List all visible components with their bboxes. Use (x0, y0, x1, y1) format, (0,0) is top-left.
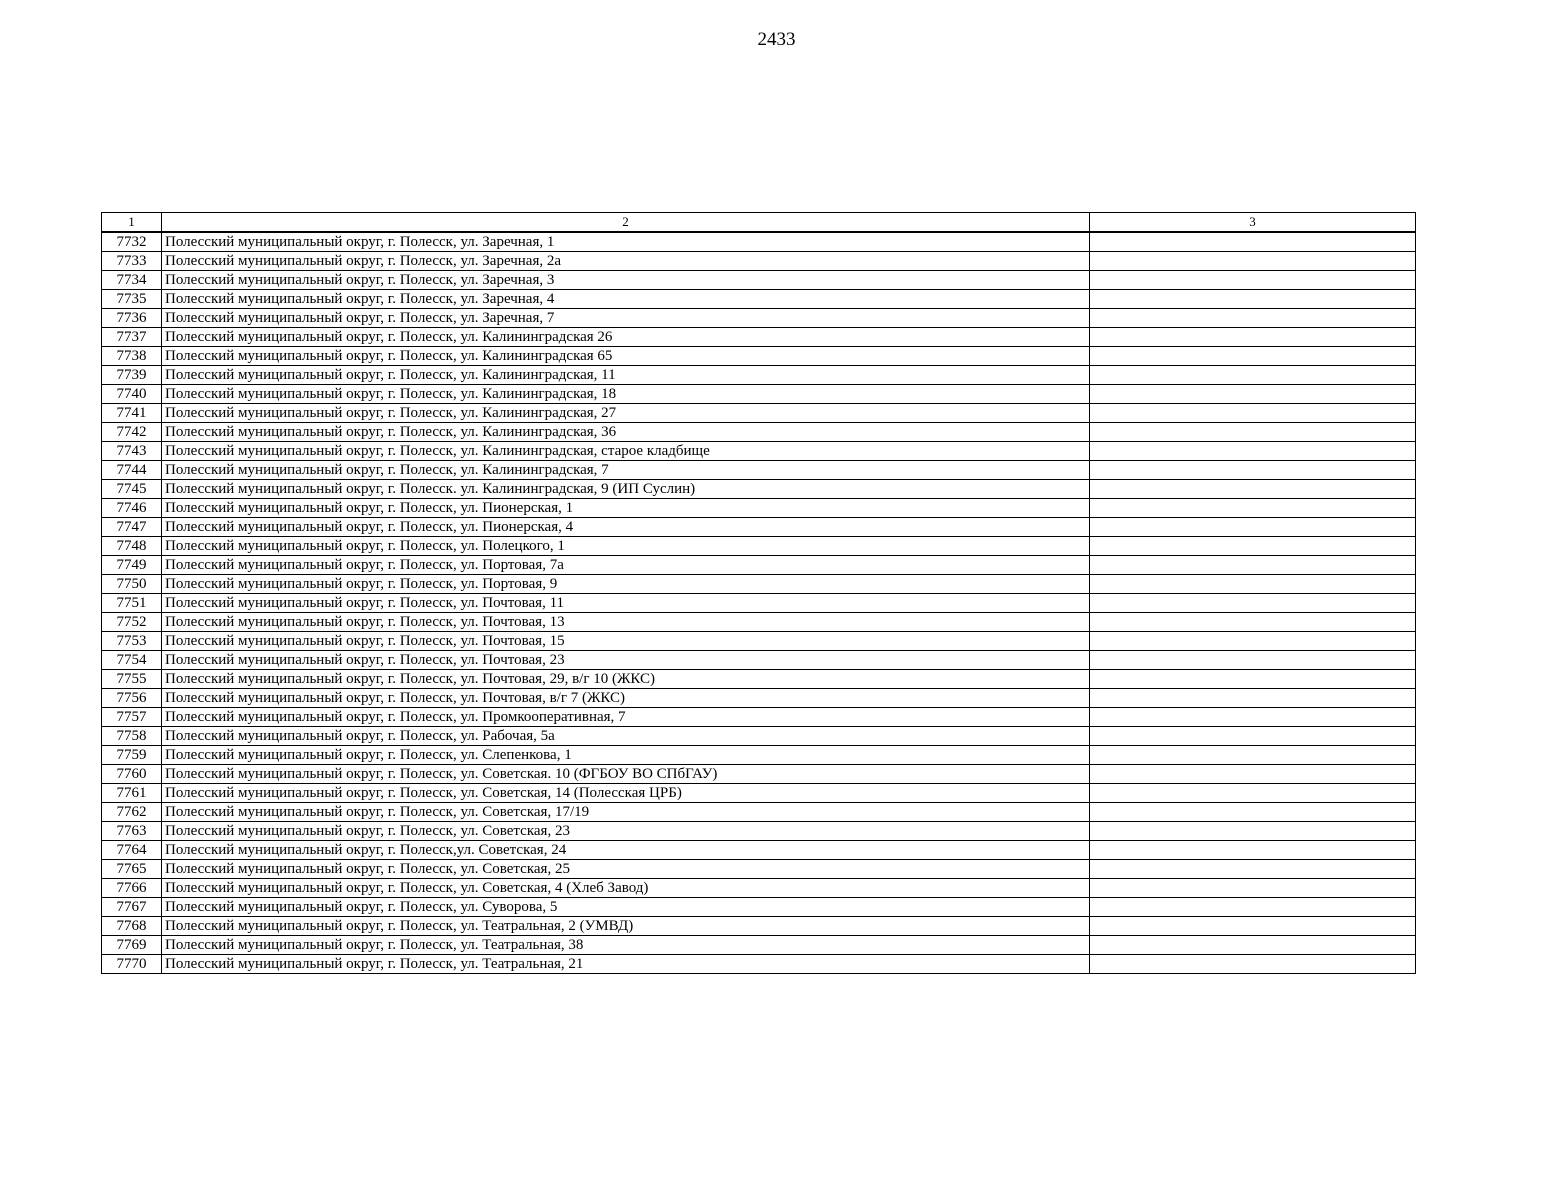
column-3-cell (1090, 537, 1416, 556)
address-cell: Полесский муниципальный округ, г. Полесск, ул. Советская, 23 (162, 822, 1090, 841)
row-number-cell: 7762 (102, 803, 162, 822)
table-row (102, 727, 1416, 746)
column-3-cell (1090, 366, 1416, 385)
address-cell: Полесский муниципальный округ, г. Полесск,ул. Советская, 24 (162, 841, 1090, 860)
address-cell: Полесский муниципальный округ, г. Полесск, ул. Советская, 4 (Хлеб Завод) (162, 879, 1090, 898)
table-row (102, 385, 1416, 404)
row-number-cell: 7755 (102, 670, 162, 689)
row-number-cell: 7753 (102, 632, 162, 651)
column-header-2: 2 (162, 213, 1090, 233)
table-row (102, 822, 1416, 841)
address-cell: Полесский муниципальный округ, г. Полесск, ул. Почтовая, 15 (162, 632, 1090, 651)
address-cell: Полесский муниципальный округ, г. Полесск, ул. Театральная, 38 (162, 936, 1090, 955)
address-cell: Полесский муниципальный округ, г. Полесск. ул. Калининградская, 9 (ИП Суслин) (162, 480, 1090, 499)
row-number-cell: 7759 (102, 746, 162, 765)
table-row (102, 632, 1416, 651)
column-3-cell (1090, 860, 1416, 879)
column-3-cell (1090, 746, 1416, 765)
table-row (102, 366, 1416, 385)
column-header-1: 1 (102, 213, 162, 233)
column-3-cell (1090, 594, 1416, 613)
address-cell: Полесский муниципальный округ, г. Полесск, ул. Почтовая, в/г 7 (ЖКС) (162, 689, 1090, 708)
row-number-cell: 7765 (102, 860, 162, 879)
table-row (102, 252, 1416, 271)
row-number-cell: 7742 (102, 423, 162, 442)
table-row (102, 499, 1416, 518)
column-3-cell (1090, 936, 1416, 955)
column-3-cell (1090, 727, 1416, 746)
row-number-cell: 7751 (102, 594, 162, 613)
address-cell: Полесский муниципальный округ, г. Полесск, ул. Советская. 10 (ФГБОУ ВО СПбГАУ) (162, 765, 1090, 784)
column-3-cell (1090, 347, 1416, 366)
column-3-cell (1090, 613, 1416, 632)
address-cell: Полесский муниципальный округ, г. Полесск, ул. Промкооперативная, 7 (162, 708, 1090, 727)
address-cell: Полесский муниципальный округ, г. Полесск, ул. Советская, 17/19 (162, 803, 1090, 822)
address-cell: Полесский муниципальный округ, г. Полесск, ул. Калининградская, 11 (162, 366, 1090, 385)
address-cell: Полесский муниципальный округ, г. Полесск, ул. Заречная, 1 (162, 232, 1090, 252)
table-row (102, 784, 1416, 803)
column-3-cell (1090, 423, 1416, 442)
table-row (102, 423, 1416, 442)
row-number-cell: 7739 (102, 366, 162, 385)
address-cell: Полесский муниципальный округ, г. Полесск, ул. Театральная, 2 (УМВД) (162, 917, 1090, 936)
column-3-cell (1090, 841, 1416, 860)
column-3-cell (1090, 556, 1416, 575)
row-number-cell: 7748 (102, 537, 162, 556)
table-row (102, 328, 1416, 347)
address-table (101, 212, 1416, 974)
column-3-cell (1090, 499, 1416, 518)
table-row (102, 651, 1416, 670)
row-number-cell: 7744 (102, 461, 162, 480)
row-number-cell: 7752 (102, 613, 162, 632)
address-cell: Полесский муниципальный округ, г. Полесск, ул. Почтовая, 23 (162, 651, 1090, 670)
column-3-cell (1090, 917, 1416, 936)
table-row (102, 347, 1416, 366)
address-cell: Полесский муниципальный округ, г. Полесск, ул. Заречная, 7 (162, 309, 1090, 328)
table-row (102, 271, 1416, 290)
row-number-cell: 7764 (102, 841, 162, 860)
table-row (102, 917, 1416, 936)
address-cell: Полесский муниципальный округ, г. Полесск, ул. Портовая, 9 (162, 575, 1090, 594)
address-cell: Полесский муниципальный округ, г. Полесск, ул. Слепенкова, 1 (162, 746, 1090, 765)
table-row (102, 803, 1416, 822)
column-3-cell (1090, 955, 1416, 974)
row-number-cell: 7738 (102, 347, 162, 366)
table-row (102, 670, 1416, 689)
row-number-cell: 7754 (102, 651, 162, 670)
column-3-cell (1090, 309, 1416, 328)
address-cell: Полесский муниципальный округ, г. Полесск, ул. Заречная, 3 (162, 271, 1090, 290)
table-row (102, 746, 1416, 765)
row-number-cell: 7743 (102, 442, 162, 461)
column-3-cell (1090, 480, 1416, 499)
column-3-cell (1090, 632, 1416, 651)
row-number-cell: 7769 (102, 936, 162, 955)
column-3-cell (1090, 461, 1416, 480)
row-number-cell: 7741 (102, 404, 162, 423)
column-3-cell (1090, 290, 1416, 309)
address-cell: Полесский муниципальный округ, г. Полесск, ул. Калининградская, 18 (162, 385, 1090, 404)
row-number-cell: 7735 (102, 290, 162, 309)
row-number-cell: 7747 (102, 518, 162, 537)
table-row (102, 518, 1416, 537)
address-cell: Полесский муниципальный округ, г. Полесск, ул. Портовая, 7а (162, 556, 1090, 575)
column-3-cell (1090, 385, 1416, 404)
table-row (102, 404, 1416, 423)
address-cell: Полесский муниципальный округ, г. Полесск, ул. Почтовая, 29, в/г 10 (ЖКС) (162, 670, 1090, 689)
column-3-cell (1090, 689, 1416, 708)
address-cell: Полесский муниципальный округ, г. Полесск, ул. Полецкого, 1 (162, 537, 1090, 556)
row-number-cell: 7732 (102, 232, 162, 252)
row-number-cell: 7761 (102, 784, 162, 803)
table-row (102, 461, 1416, 480)
row-number-cell: 7770 (102, 955, 162, 974)
row-number-cell: 7768 (102, 917, 162, 936)
address-cell: Полесский муниципальный округ, г. Полесск, ул. Заречная, 4 (162, 290, 1090, 309)
address-cell: Полесский муниципальный округ, г. Полесск, ул. Суворова, 5 (162, 898, 1090, 917)
column-3-cell (1090, 765, 1416, 784)
column-3-cell (1090, 898, 1416, 917)
table-row (102, 708, 1416, 727)
table-row (102, 879, 1416, 898)
row-number-cell: 7733 (102, 252, 162, 271)
row-number-cell: 7750 (102, 575, 162, 594)
table-row (102, 765, 1416, 784)
row-number-cell: 7763 (102, 822, 162, 841)
table-row (102, 936, 1416, 955)
address-cell: Полесский муниципальный округ, г. Полесск, ул. Калининградская, старое кладбище (162, 442, 1090, 461)
column-3-cell (1090, 879, 1416, 898)
table-row (102, 556, 1416, 575)
address-cell: Полесский муниципальный округ, г. Полесск, ул. Советская, 25 (162, 860, 1090, 879)
column-3-cell (1090, 232, 1416, 252)
column-3-cell (1090, 651, 1416, 670)
address-cell: Полесский муниципальный округ, г. Полесск, ул. Почтовая, 13 (162, 613, 1090, 632)
table-row (102, 841, 1416, 860)
column-3-cell (1090, 822, 1416, 841)
address-cell: Полесский муниципальный округ, г. Полесск, ул. Калининградская, 27 (162, 404, 1090, 423)
page-number: 2433 (757, 29, 796, 50)
column-3-cell (1090, 708, 1416, 727)
table-row (102, 290, 1416, 309)
address-cell: Полесский муниципальный округ, г. Полесск, ул. Советская, 14 (Полесская ЦРБ) (162, 784, 1090, 803)
row-number-cell: 7737 (102, 328, 162, 347)
row-number-cell: 7745 (102, 480, 162, 499)
column-3-cell (1090, 404, 1416, 423)
column-header-3: 3 (1090, 213, 1416, 233)
row-number-cell: 7749 (102, 556, 162, 575)
row-number-cell: 7758 (102, 727, 162, 746)
address-cell: Полесский муниципальный округ, г. Полесск, ул. Почтовая, 11 (162, 594, 1090, 613)
table-row (102, 480, 1416, 499)
row-number-cell: 7757 (102, 708, 162, 727)
address-cell: Полесский муниципальный округ, г. Полесск, ул. Рабочая, 5а (162, 727, 1090, 746)
row-number-cell: 7746 (102, 499, 162, 518)
table-row (102, 898, 1416, 917)
table-body (102, 213, 1416, 974)
address-cell: Полесский муниципальный округ, г. Полесск, ул. Заречная, 2а (162, 252, 1090, 271)
table-row (102, 860, 1416, 879)
address-cell: Полесский муниципальный округ, г. Полесск, ул. Театральная, 21 (162, 955, 1090, 974)
table-row (102, 689, 1416, 708)
table-row (102, 442, 1416, 461)
address-cell: Полесский муниципальный округ, г. Полесск, ул. Калининградская 65 (162, 347, 1090, 366)
address-cell: Полесский муниципальный округ, г. Полесск, ул. Калининградская 26 (162, 328, 1090, 347)
column-3-cell (1090, 518, 1416, 537)
row-number-cell: 7767 (102, 898, 162, 917)
column-3-cell (1090, 803, 1416, 822)
address-cell: Полесский муниципальный округ, г. Полесск, ул. Пионерская, 1 (162, 499, 1090, 518)
column-3-cell (1090, 670, 1416, 689)
row-number-cell: 7766 (102, 879, 162, 898)
table-row (102, 575, 1416, 594)
row-number-cell: 7734 (102, 271, 162, 290)
row-number-cell: 7736 (102, 309, 162, 328)
column-3-cell (1090, 442, 1416, 461)
table-row (102, 594, 1416, 613)
row-number-cell: 7760 (102, 765, 162, 784)
table-row (102, 613, 1416, 632)
row-number-cell: 7740 (102, 385, 162, 404)
table-header-row (102, 213, 1416, 233)
address-cell: Полесский муниципальный округ, г. Полесск, ул. Калининградская, 7 (162, 461, 1090, 480)
address-cell: Полесский муниципальный округ, г. Полесск, ул. Калининградская, 36 (162, 423, 1090, 442)
table-row (102, 309, 1416, 328)
column-3-cell (1090, 271, 1416, 290)
column-3-cell (1090, 252, 1416, 271)
address-cell: Полесский муниципальный округ, г. Полесск, ул. Пионерская, 4 (162, 518, 1090, 537)
column-3-cell (1090, 784, 1416, 803)
column-3-cell (1090, 328, 1416, 347)
table-row (102, 955, 1416, 974)
column-3-cell (1090, 575, 1416, 594)
table-row (102, 537, 1416, 556)
table-row (102, 232, 1416, 252)
row-number-cell: 7756 (102, 689, 162, 708)
